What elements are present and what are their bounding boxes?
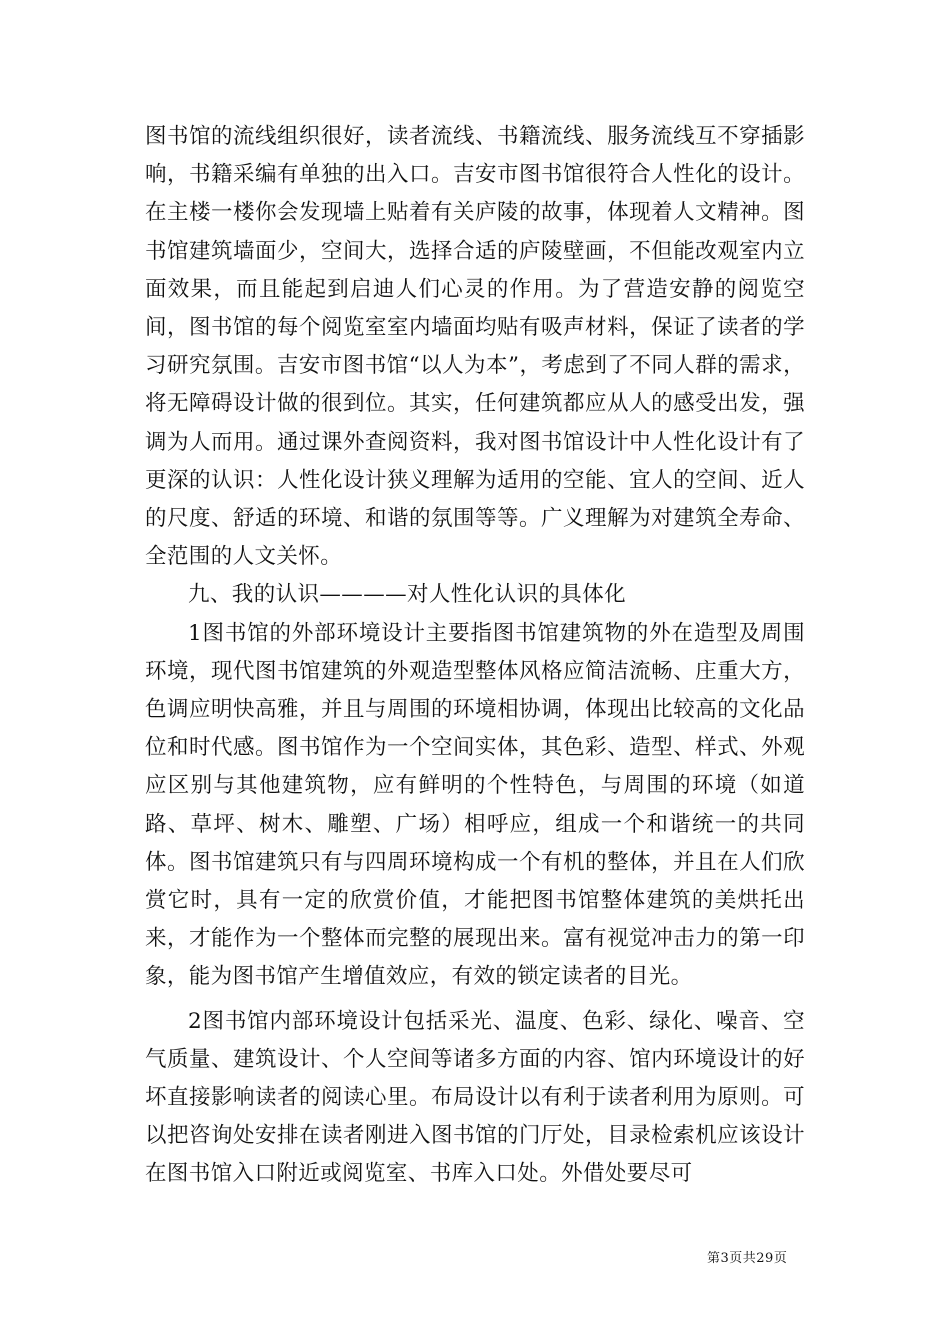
paragraph-library-circulation: 图书馆的流线组织很好，读者流线、书籍流线、服务流线互不穿插影响，书籍采编有单独的出入口。吉安市图书馆很符合人性化的设计。在主楼一楼你会发现墙上贴着有关庐陵的故事，体现着人文精神。图书馆建筑墙面少，空间大，选择合适的庐陵壁画，不但能改观室内立面效果，而且能起到启迪人们心灵的作用。为了营造安静的阅览空间，图书馆的每个阅览室室内墙面均贴有吸声材料，保证了读者的学习研究氛围。吉安市图书馆“以人为本”，考虑到了不同人群的需求，将无障碍设计做的很到位。其实，任何建筑都应从人的感受出发，强调为人而用。通过课外查阅资料，我对图书馆设计中人性化设计有了更深的认识：人性化设计狭义理解为适用的空能、宜人的空间、近人的尺度、舒适的环境、和谐的氛围等等。广义理解为对建筑全寿命、全范围的人文关怀。 bbox=[145, 124, 805, 570]
page-number-footer: 第3页共29页 bbox=[707, 1251, 788, 1266]
paragraph-external-environment: 1图书馆的外部环境设计主要指图书馆建筑物的外在造型及周围环境，现代图书馆建筑的外观造型整体风格应简洁流畅、庄重大方，色调应明快高雅，并且与周围的环境相协调，体现出比较高的文化品位和时代感。图书馆作为一个空间实体，其色彩、造型、样式、外观应区别与其他建筑物，应有鲜明的个性特色，与周围的环境（如道路、草坪、树木、雕塑、广场）相呼应，组成一个和谐统一的共同体。图书馆建筑只有与四周环境构成一个有机的整体，并且在人们欣赏它时，具有一定的欣赏价值，才能把图书馆整体建筑的美烘托出来，才能作为一个整体而完整的展现出来。富有视觉冲击力的第一印象，能为图书馆产生增值效应，有效的锁定读者的目光。 bbox=[145, 620, 805, 990]
document-body bbox=[145, 118, 805, 1194]
paragraph-internal-environment: 2图书馆内部环境设计包括采光、温度、色彩、绿化、噪音、空气质量、建筑设计、个人空间等诸多方面的内容、馆内环境设计的好坏直接影响读者的阅读心里。布局设计以有利于读者利用为原则。可以把咨询处安排在读者刚进入图书馆的门厅处，目录检索机应该设计在图书馆入口附近或阅览室、书库入口处。外借处要尽可 bbox=[145, 1008, 805, 1187]
section-heading-my-understanding: 九、我的认识————对人性化认识的具体化 bbox=[188, 582, 627, 608]
